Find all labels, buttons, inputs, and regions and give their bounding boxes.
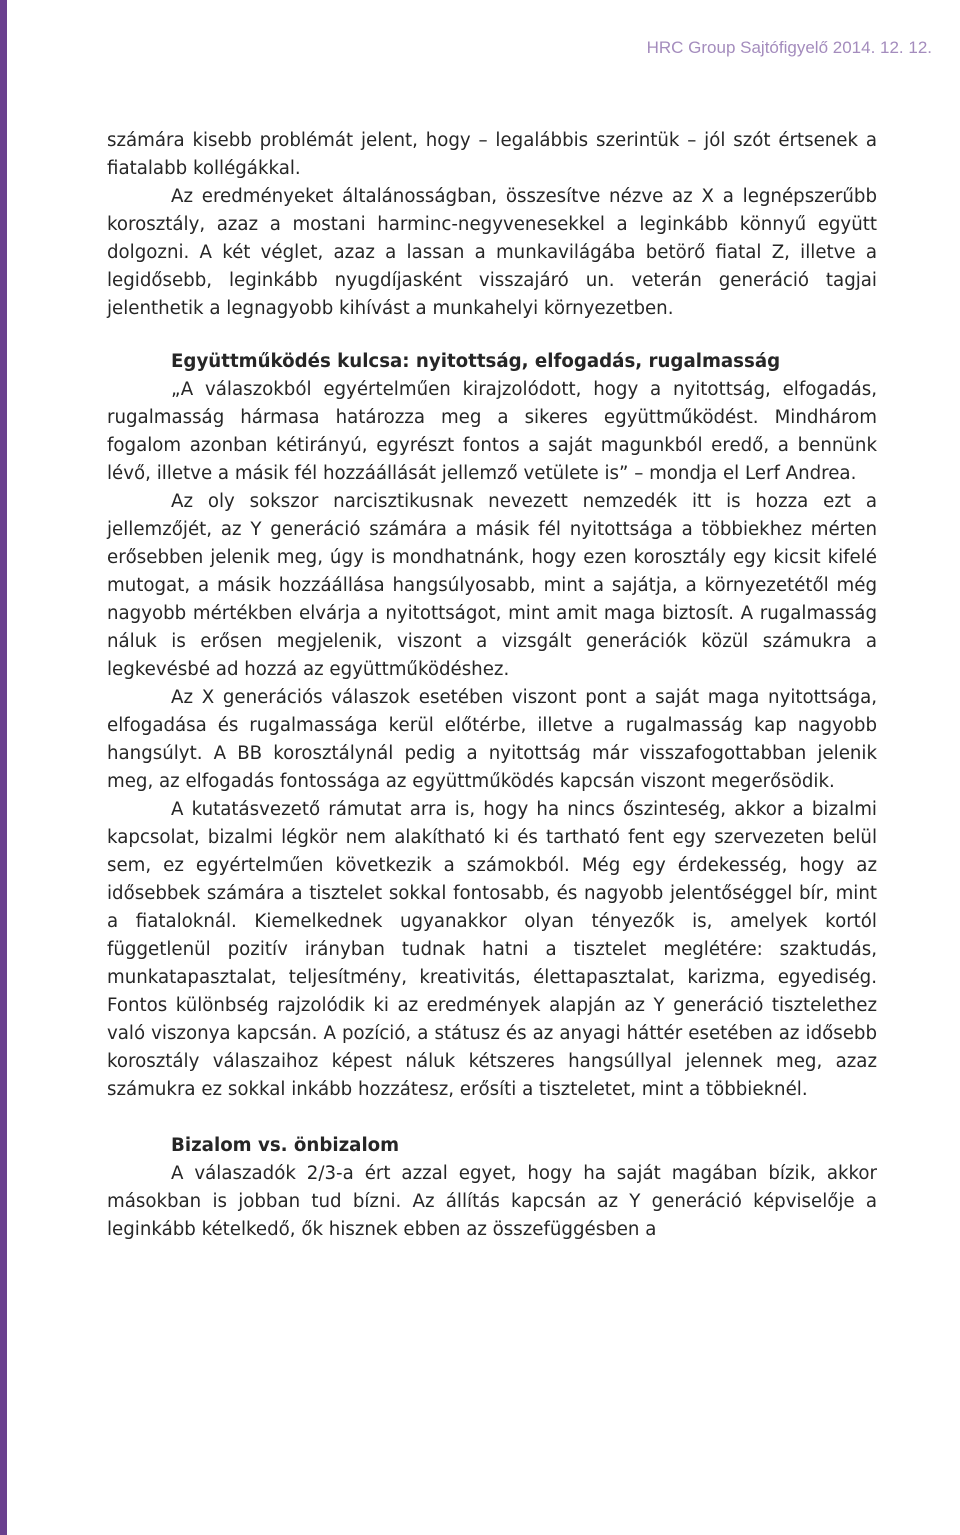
article-body — [107, 127, 877, 1244]
paragraph: A válaszadók 2/3-a ért azzal egyet, hogy ha saját magában bízik, akkor másokban is jobban tud bízni. Az állítás kapcsán az Y generáció képviselője a leginkább kételkedő, ők hisznek ebben az összefüggésben a — [107, 1163, 877, 1240]
section-heading: Együttműködés kulcsa: nyitottság, elfogadás, rugalmasság — [171, 351, 781, 372]
paragraph: „A válaszokból egyértelműen kirajzolódott, hogy a nyitottság, elfogadás, rugalmasság hármasa határozza meg a sikeres együttműködést. Mindhárom fogalom azonban kétirányú, egyrészt fontos a saját magunkból eredő, a bennünk lévő, illetve a másik fél hozzáállását jellemző vetülete is” – mondja el Lerf Andrea. — [107, 379, 877, 484]
left-border-bar — [0, 0, 7, 1535]
paragraph: Az eredményeket általánosságban, összesítve nézve az X a legnépszerűbb korosztály, azaz a mostani harminc-negyvenesekkel a leginkább könnyű együtt dolgozni. A két véglet, azaz a lassan a munkavilágába betörő fiatal Z, illetve a legidősebb, leginkább nyugdíjasként visszajáró un. veterán generáció tagjai jelenthetik a legnagyobb kihívást a munkahelyi környezetben. — [107, 186, 877, 319]
spacer — [107, 323, 877, 348]
paragraph: A kutatásvezető rámutat arra is, hogy ha nincs őszinteség, akkor a bizalmi kapcsolat, bizalmi légkör nem alakítható ki és tartható fent egy szervezeten belül sem, ez egyértelműen következik a számokból. Még egy érdekesség, hogy az idősebbek számára a tisztelet sokkal fontosabb, és nagyobb jelentőséggel bír, mint a fiataloknál. Kiemelkednek ugyanakkor olyan tényezők is, amelyek kortól függetlenül pozitív irányban tudnak hatni a tisztelet meglétére: szaktudás, munkatapasztalat, teljesítmény, kreativitás, élettapasztalat, karizma, egyediség. Fontos különbség rajzolódik ki az eredmények alapján az Y generáció tisztelethez való viszonya kapcsán. A pozíció, a státusz és az anyagi háttér esetében az idősebb korosztály válaszaihoz képest náluk kétszeres hangsúllyal jelennek meg, azaz számukra ez sokkal inkább hozzátesz, erősíti a tiszteletet, mint a többieknél. — [107, 799, 877, 1100]
section-heading: Bizalom vs. önbizalom — [171, 1135, 400, 1156]
paragraph: Az X generációs válaszok esetében viszont pont a saját maga nyitottsága, elfogadása és rugalmassága kerül előtérbe, illetve a rugalmasság kap nagyobb hangsúlyt. A BB korosztálynál pedig a nyitottság már visszafogottabban jelenik meg, az elfogadás fontossága az együttműködés kapcsán viszont megerősödik. — [107, 687, 877, 792]
page-header: HRC Group Sajtófigyelő 2014. 12. 12. — [646, 38, 932, 57]
spacer — [107, 1104, 877, 1132]
paragraph: Az oly sokszor narcisztikusnak nevezett nemzedék itt is hozza ezt a jellemzőjét, az Y generáció számára a másik fél nyitottsága a többiekhez mérten erősebben jelenik meg, úgy is mondhatnánk, hogy ezen korosztály egy kicsit kifelé mutogat, a másik hozzáállása hangsúlyosabb, mint a sajátja, a környezetétől még nagyobb mértékben elvárja a nyitottságot, mint amit maga biztosít. A rugalmasság náluk is erősen megjelenik, viszont a vizsgált generációk közül számukra a legkevésbé ad hozzá az együttműködéshez. — [107, 491, 877, 680]
paragraph: számára kisebb problémát jelent, hogy – legalábbis szerintük – jól szót értsenek a fiatalabb kollégákkal. — [107, 130, 877, 179]
